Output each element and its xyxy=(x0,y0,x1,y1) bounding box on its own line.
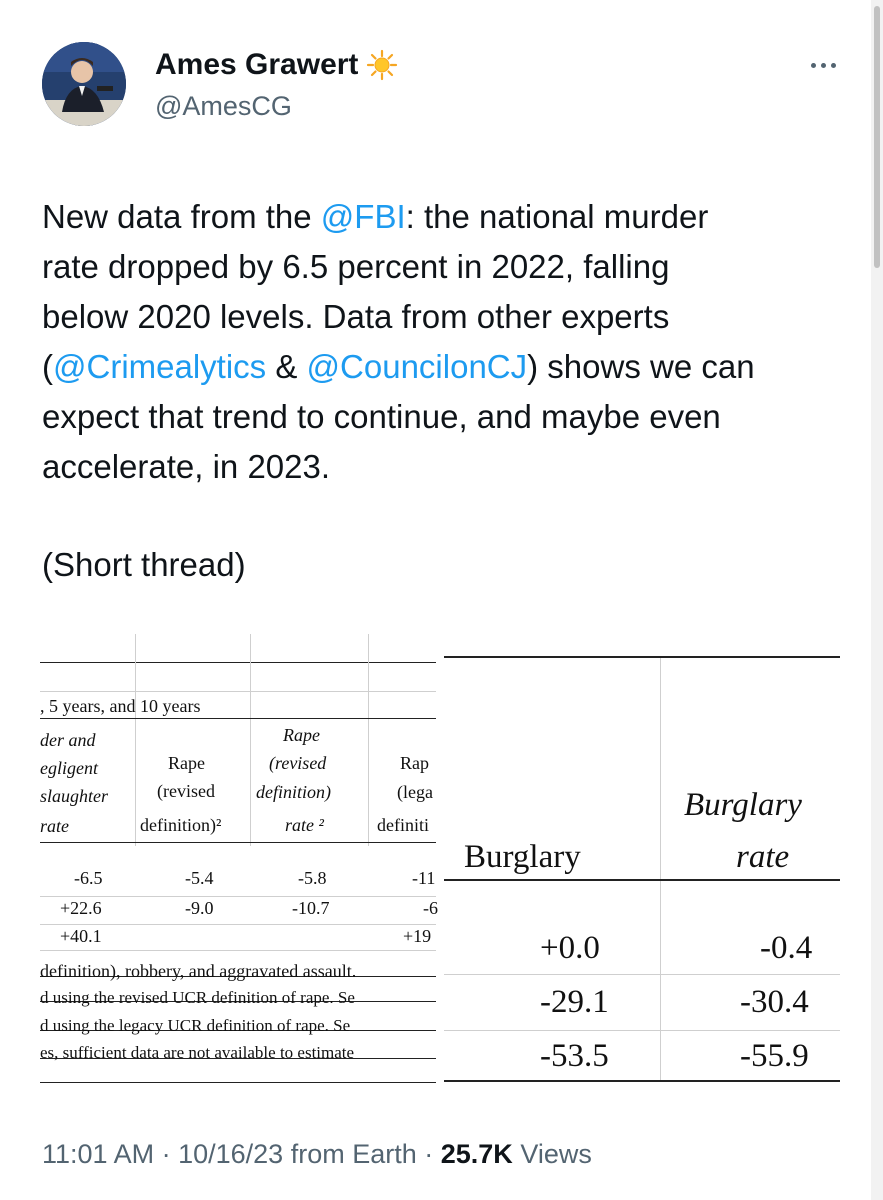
tweet-text-segment: accelerate, in 2023. xyxy=(42,448,331,485)
tweet-line xyxy=(42,192,842,242)
tweet-line xyxy=(42,442,842,492)
burglary-cell: -53.5 xyxy=(540,1038,609,1074)
author-handle[interactable]: @AmesCG xyxy=(155,91,292,121)
cell: -11 xyxy=(412,868,436,888)
col2-header-2: (revised xyxy=(157,781,215,801)
cell: -9.0 xyxy=(185,898,214,918)
thread-note: (Short thread) xyxy=(42,546,246,583)
col1-header-4: rate xyxy=(40,816,69,836)
footnote-2: d using the revised UCR definition of rape. Se xyxy=(40,988,355,1007)
col2-header-1: Rape xyxy=(168,753,205,773)
col3-header-2: (revised xyxy=(269,753,327,773)
tweet-text-segment: : the national murder xyxy=(405,198,709,235)
tweet-text-segment: & xyxy=(266,348,307,385)
burglary-rate-cell: -30.4 xyxy=(740,984,809,1020)
cell: +19 xyxy=(403,926,432,946)
views-label: Views xyxy=(520,1139,592,1169)
burglary-rate-cell: -55.9 xyxy=(740,1038,809,1074)
tweet-time[interactable]: 11:01 AM xyxy=(42,1139,155,1169)
footnote-1: definition), robbery, and aggravated assault. xyxy=(40,961,357,981)
col2-header-3: definition)² xyxy=(140,815,222,835)
tweet-text-segment: New data from the xyxy=(42,198,321,235)
sun-icon xyxy=(366,49,398,81)
tweet-image[interactable] xyxy=(40,634,840,1094)
scrollbar[interactable] xyxy=(871,0,883,1200)
tweet-text-segment: ( xyxy=(42,348,53,385)
right-table-crop xyxy=(444,634,840,1094)
avatar-photo xyxy=(42,42,126,126)
tweet-text-segment: below 2020 levels. Data from other experts xyxy=(42,298,670,335)
cell: +40.1 xyxy=(60,926,102,946)
col1-header-2: egligent xyxy=(40,758,98,778)
col3-header-4: rate ² xyxy=(285,815,324,835)
tweet-line xyxy=(42,292,842,342)
tweet-text-segment: expect that trend to continue, and maybe even xyxy=(42,398,721,435)
left-table-crop xyxy=(40,634,444,1094)
col4-header-2: (lega xyxy=(397,782,433,802)
col4-header-1: Rap xyxy=(400,753,429,773)
cell: -10.7 xyxy=(292,898,330,918)
avatar[interactable] xyxy=(42,42,126,126)
col4-header-3: definiti xyxy=(377,815,429,835)
tweet-source: from Earth xyxy=(290,1139,417,1169)
tweet-line xyxy=(42,392,842,442)
burglary-header: Burglary xyxy=(464,839,581,875)
tweet-line xyxy=(42,242,842,292)
cell: -6 xyxy=(423,898,438,918)
tweet-line xyxy=(42,342,842,392)
tweet-text-segment: ) shows we can xyxy=(527,348,755,385)
table-caption: , 5 years, and 10 years xyxy=(40,696,201,716)
burglary-rate-header-2: rate xyxy=(736,839,790,875)
mention-link[interactable]: @CouncilonCJ xyxy=(306,348,528,385)
burglary-rate-cell: -0.4 xyxy=(760,930,813,966)
tweet-text-segment: rate dropped by 6.5 percent in 2022, falling xyxy=(42,248,670,285)
mention-link[interactable]: @Crimealytics xyxy=(53,348,267,385)
cell: -6.5 xyxy=(74,868,103,888)
col3-header-1: Rape xyxy=(283,725,320,745)
burglary-cell: -29.1 xyxy=(540,984,609,1020)
more-options-icon[interactable] xyxy=(806,55,840,75)
footnote-3: d using the legacy UCR definition of rape. Se xyxy=(40,1016,351,1035)
cell: -5.4 xyxy=(185,868,214,888)
mention-link[interactable]: @FBI xyxy=(320,198,406,235)
tweet-date[interactable]: 10/16/23 xyxy=(178,1139,284,1169)
footnote-4: es, sufficient data are not available to estimate xyxy=(40,1043,355,1062)
col1-header-3: slaughter xyxy=(40,786,109,806)
cell: -5.8 xyxy=(298,868,327,888)
views-count[interactable]: 25.7K xyxy=(440,1139,513,1169)
author-name-text[interactable]: Ames Grawert xyxy=(155,48,359,81)
scrollbar-thumb[interactable] xyxy=(874,6,880,268)
burglary-cell: +0.0 xyxy=(540,930,600,966)
tweet-meta: 11:01 AM · 10/16/23 from Earth · 25.7K Views xyxy=(42,1139,592,1169)
author-name[interactable] xyxy=(155,48,398,82)
tweet-text xyxy=(42,192,842,492)
burglary-rate-header-1: Burglary xyxy=(684,787,802,823)
cell: +22.6 xyxy=(60,898,102,918)
col3-header-3: definition) xyxy=(256,782,331,802)
col1-header-1: der and xyxy=(40,730,96,750)
